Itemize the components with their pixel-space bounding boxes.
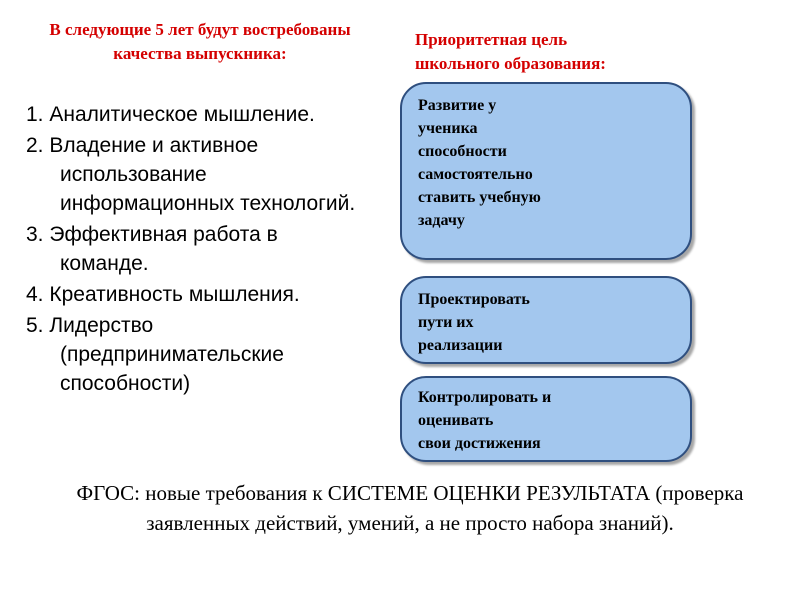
quality-item-3: 3. Эффективная работа в команде. bbox=[26, 223, 278, 275]
goal-box-develop-ability bbox=[400, 82, 692, 260]
goal-box-text: Контролировать и оценивать свои достижения bbox=[418, 389, 552, 452]
goal-box-text: Развитие у ученика способности самостоятельно ставить учебную задачу bbox=[418, 97, 541, 229]
qualities-list bbox=[26, 100, 371, 400]
quality-item-4: 4. Креативность мышления. bbox=[26, 283, 300, 306]
quality-item-5: 5. Лидерство (предпринимательские способности) bbox=[26, 314, 284, 395]
goal-box-control-evaluate bbox=[400, 376, 692, 462]
priority-goal-heading bbox=[415, 28, 715, 76]
fgos-requirements-text: ФГОС: новые требования к СИСТЕМЕ ОЦЕНКИ РЕЗУЛЬТАТА (проверка заявленных действий, умений, а не просто набора знаний). bbox=[76, 481, 744, 535]
qualities-heading: В следующие 5 лет будут востребованы качества выпускника: bbox=[49, 20, 351, 63]
quality-item-1: 1. Аналитическое мышление. bbox=[26, 103, 315, 126]
goal-box-text: Проектировать пути их реализации bbox=[418, 291, 530, 354]
priority-goal-heading-text: Приоритетная цель школьного образования: bbox=[415, 30, 606, 73]
goal-box-design-paths bbox=[400, 276, 692, 364]
quality-item-2: 2. Владение и активное использование информационных технологий. bbox=[26, 134, 356, 215]
